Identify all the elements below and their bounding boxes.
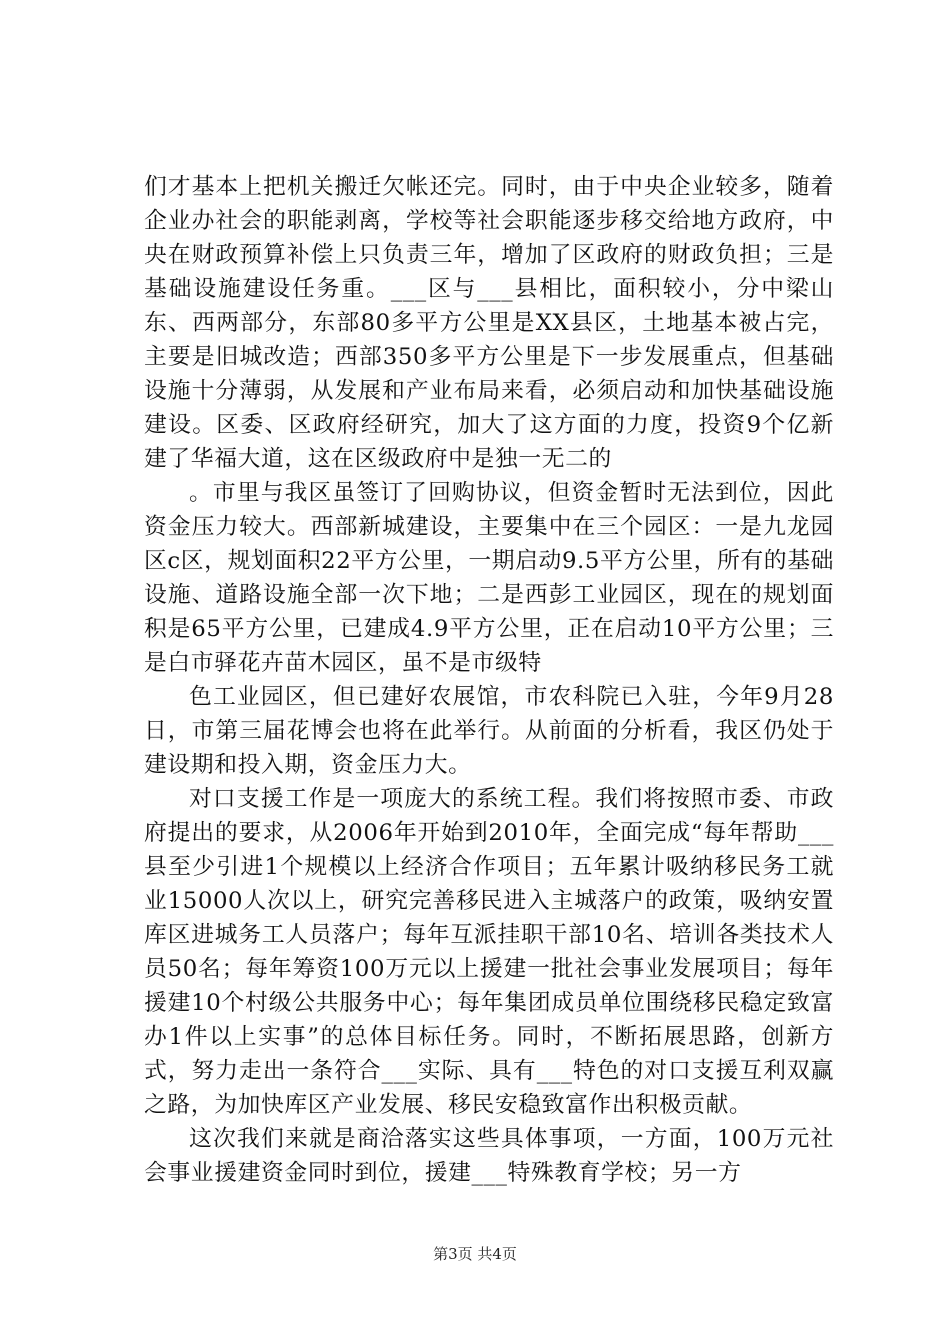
paragraph-funding-pressure: 。市里与我区虽签订了回购协议，但资金暂时无法到位，因此资金压力较大。西部新城建设，主要集中在三个园区：一是九龙园区c区，规划面积22平方公里，一期启动9.5平方公里，所有的基础设施、道路设施全部一次下地；二是西彭工业园区，现在的规划面积是65平方公里，已建成4.9平方公里，正在启动10平方公里；三是白市驿花卉苗木园区，虽不是市级特 — [144, 480, 834, 676]
paragraph-industrial-park: 色工业园区，但已建好农展馆，市农科院已入驻，今年9月28日，市第三届花博会也将在此举行。从前面的分析看，我区仍处于建设期和投入期，资金压力大。 — [144, 684, 834, 778]
document-body — [144, 170, 834, 1190]
paragraph-continuation: 们才基本上把机关搬迁欠帐还完。同时，由于中央企业较多，随着企业办社会的职能剥离，学校等社会职能逐步移交给地方政府，中央在财政预算补偿上只负责三年，增加了区政府的财政负担；三是基础设施建设任务重。___区与___县相比，面积较小，分中梁山东、西两部分，东部80多平方公里是XX县区，土地基本被占完，主要是旧城改造；西部350多平方公里是下一步发展重点，但基础设施十分薄弱，从发展和产业布局来看，必须启动和加快基础设施建设。区委、区政府经研究，加大了这方面的力度，投资9个亿新建了华福大道，这在区级政府中是独一无二的 — [144, 174, 834, 472]
paragraph-this-visit: 这次我们来就是商洽落实这些具体事项，一方面，100万元社会事业援建资金同时到位，援建___特殊教育学校；另一方 — [144, 1126, 834, 1186]
paragraph-support-work: 对口支援工作是一项庞大的系统工程。我们将按照市委、市政府提出的要求，从2006年开始到2010年，全面完成“每年帮助___县至少引进1个规模以上经济合作项目；五年累计吸纳移民务工就业15000人次以上，研究完善移民进入主城落户的政策，吸纳安置库区进城务工人员落户；每年互派挂职干部10名、培训各类技术人员50名；每年筹资100万元以上援建一批社会事业发展项目；每年援建10个村级公共服务中心；每年集团成员单位围绕移民稳定致富办1件以上实事”的总体目标任务。同时，不断拓展思路，创新方式，努力走出一条符合___实际、具有___特色的对口支援互利双赢之路，为加快库区产业发展、移民安稳致富作出积极贡献。 — [144, 786, 834, 1118]
page-footer: 第3页 共4页 — [433, 1245, 517, 1263]
